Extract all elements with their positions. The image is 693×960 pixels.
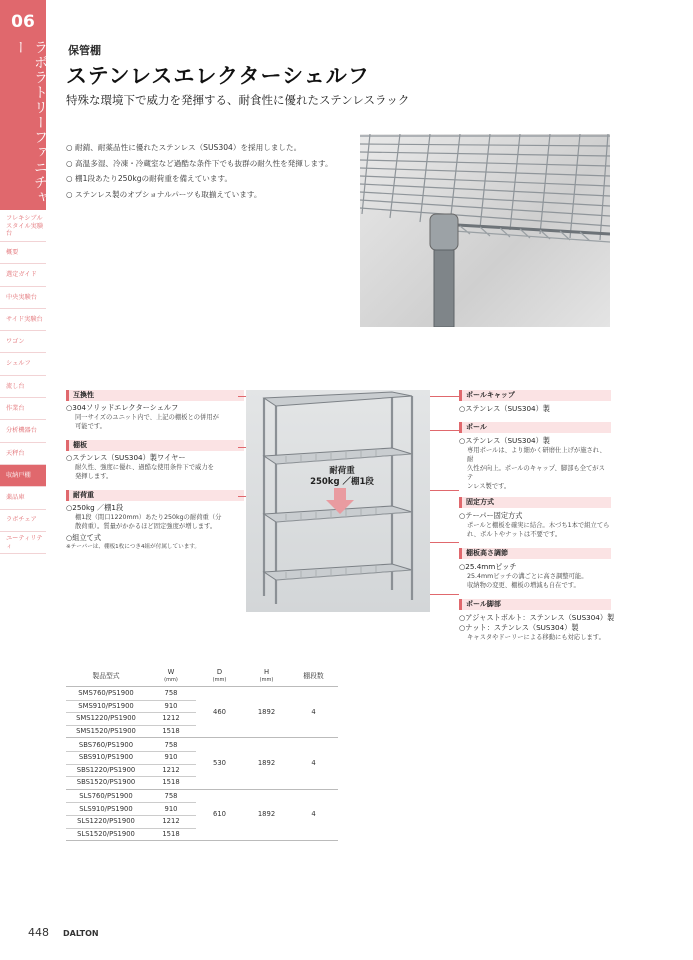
callout-line	[238, 496, 246, 497]
cell-width: 1212	[162, 714, 180, 723]
cell-model: SLS1520/PS1900	[77, 829, 135, 838]
cell-model: SLS910/PS1900	[79, 804, 133, 813]
cell-width: 910	[164, 804, 178, 813]
shelf-unit-illustration	[246, 390, 430, 612]
right-spec-column	[459, 390, 615, 642]
spec-main: ○ナット：ステンレス（SUS304）製	[459, 623, 579, 632]
callout-line	[430, 542, 459, 543]
cell-width: 758	[164, 689, 178, 698]
load-callout: 耐荷重 250kg ／棚1段	[310, 466, 374, 487]
group-shared-cells	[196, 737, 337, 788]
cell-tiers: 4	[311, 759, 316, 768]
group-shared-cells	[196, 686, 337, 737]
side-nav-item[interactable]: 天秤台	[0, 443, 46, 465]
spec-table	[66, 666, 338, 841]
column-header	[146, 668, 196, 684]
cell-model: SLS1220/PS1900	[77, 817, 135, 826]
cell-height: 1892	[257, 707, 276, 716]
spec-label-pole-cap: ポールキャップ	[459, 390, 611, 401]
spec-label-height-adjust: 棚板高さ調節	[459, 548, 611, 559]
cell-tiers: 4	[311, 810, 316, 819]
spec-main: ○25.4mmピッチ	[459, 562, 517, 571]
cell-width: 1518	[162, 829, 180, 838]
side-nav-item[interactable]: 薬品庫	[0, 487, 46, 509]
side-nav-item[interactable]: ワゴン	[0, 331, 46, 353]
chapter-number: 06	[11, 12, 35, 32]
chapter-tab	[0, 0, 46, 210]
shelf-closeup-illustration	[360, 134, 610, 327]
spec-main: ○ステンレス（SUS304）製	[459, 404, 550, 413]
spec-label-shelf: 棚板	[66, 440, 244, 451]
table-bottom-rule	[66, 840, 338, 841]
spec-sub: 25.4mmピッチの溝ごとに高さ調整可能。 収納物の変更、棚板の増減も自在です。	[467, 573, 588, 589]
cell-width: 910	[164, 753, 178, 762]
column-header	[243, 668, 290, 684]
spec-sub: ポールと棚板を確実に結合。木づち1本で組立てら れ、ボルトやナットは不要です。	[467, 522, 610, 538]
column-header-label: 棚段数	[303, 672, 324, 680]
cell-width: 758	[164, 792, 178, 801]
spec-label-load: 耐荷重	[66, 490, 244, 501]
cell-height: 1892	[257, 759, 276, 768]
column-header-unit: (mm)	[259, 677, 274, 683]
cell-depth: 530	[213, 759, 226, 768]
column-header	[196, 668, 243, 684]
spec-main: ○アジャストボルト：ステンレス（SUS304）製	[459, 613, 615, 622]
column-header	[66, 672, 146, 680]
cell-tiers: 4	[311, 707, 316, 716]
feature-item: ○ ステンレス製のオプショナルパーツも取揃えています。	[66, 189, 262, 199]
table-header	[66, 666, 338, 686]
table-group	[66, 789, 338, 840]
cell-depth: 610	[213, 810, 226, 819]
spec-sub: 同一サイズのユニット内で、上記の棚板との併用が 可能です。	[75, 414, 219, 430]
column-header-label: 製品型式	[92, 672, 120, 680]
spec-label-pole-foot: ポール脚部	[459, 599, 611, 610]
cell-model: SBS760/PS1900	[78, 740, 134, 749]
left-spec-column	[66, 390, 244, 552]
spec-sub: 棚1段（間口1220mm）あたり250kgの耐荷重（分 散荷重）。質量がかかるほど固定強度が増します。	[75, 514, 222, 530]
pole	[434, 250, 454, 327]
column-header-label: W	[167, 668, 175, 676]
page-subtitle: 特殊な環境下で威力を発揮する、耐食性に優れたステンレスラック	[66, 93, 410, 107]
cell-width: 1212	[162, 765, 180, 774]
spec-note: ※テーパーは、棚板1枚につき4組が付属しています。	[66, 544, 201, 550]
feature-item: ○ 耐錆、耐薬品性に優れたステンレス（SUS304）を採用しました。	[66, 143, 302, 152]
feature-item: ○ 棚1段あたり250kgの耐荷重を備えています。	[66, 174, 233, 184]
side-nav-item[interactable]: 概要	[0, 242, 46, 264]
side-nav-item[interactable]: 収納戸棚	[0, 465, 46, 487]
callout-line	[238, 396, 246, 397]
spec-label-compat: 互換性	[66, 390, 244, 401]
spec-label-fixing: 固定方式	[459, 497, 611, 508]
shelf-unit-photo	[246, 390, 430, 612]
cell-depth: 460	[213, 707, 226, 716]
spec-main: ○250kg ／棚1段	[66, 503, 124, 512]
side-nav-item[interactable]: ユーティリティ	[0, 532, 46, 554]
cell-model: SLS760/PS1900	[79, 792, 133, 801]
cell-width: 1518	[162, 778, 180, 787]
spec-label-pole: ポール	[459, 422, 611, 433]
column-header-label: D	[216, 668, 223, 676]
callout-line	[430, 594, 459, 595]
cell-height: 1892	[257, 810, 276, 819]
spec-main: ○組立て式	[66, 533, 102, 542]
side-nav-item[interactable]: サイド実験台	[0, 309, 46, 331]
cell-model: SMS760/PS1900	[78, 689, 134, 698]
cell-width: 910	[164, 701, 178, 710]
spec-sub: 専用ポールは、より細かく研磨仕上げが施され、耐 久性が向上。ポールのキャップ、脚部も全てがステ ンレス製です。	[467, 447, 606, 490]
cell-width: 758	[164, 740, 178, 749]
callout-line	[430, 490, 459, 491]
pole-collar	[430, 214, 458, 250]
spec-main: ○ステンレス（SUS304）製ワイヤー	[66, 453, 186, 462]
feature-item: ○ 高温多湿、冷凍・冷蔵室など過酷な条件下でも抜群の耐久性を発揮します。	[66, 158, 333, 168]
page-number: 448	[28, 926, 49, 939]
chapter-title: ラボラトリーファニチャー	[12, 40, 48, 205]
group-shared-cells	[196, 789, 337, 840]
feature-list	[66, 140, 333, 202]
brand-logo: DALTON	[63, 929, 99, 938]
side-nav-item[interactable]: 流し台	[0, 376, 46, 398]
spec-main: ○ステンレス（SUS304）製	[459, 436, 550, 445]
category-label: 保管棚	[68, 44, 101, 57]
cell-model: SMS1520/PS1900	[76, 727, 136, 736]
side-nav-item[interactable]: フレキシブル スタイル実験台	[0, 212, 46, 242]
table-group	[66, 686, 338, 737]
callout-line	[430, 396, 459, 397]
spec-sub: キャスタやドーリーによる移動にも対応します。	[467, 634, 605, 641]
cell-model: SBS1220/PS1900	[76, 765, 136, 774]
page-title: ステンレスエレクターシェルフ	[66, 64, 370, 88]
table-group	[66, 737, 338, 788]
cell-width: 1212	[162, 817, 180, 826]
side-nav-item[interactable]: 中央実験台	[0, 287, 46, 309]
shelf-closeup-photo	[360, 134, 610, 327]
column-header-unit: (mm)	[164, 677, 178, 683]
side-nav-item[interactable]: 分析機器台	[0, 420, 46, 442]
cell-model: SBS1520/PS1900	[76, 778, 136, 787]
side-nav-item[interactable]: ラボチェア	[0, 510, 46, 532]
side-nav-item[interactable]: 作業台	[0, 398, 46, 420]
cell-model: SMS910/PS1900	[78, 701, 134, 710]
column-header-unit: (mm)	[212, 677, 227, 683]
column-header-label: H	[263, 668, 270, 676]
spec-main: ○304ソリッドエレクターシェルフ	[66, 403, 179, 412]
cell-model: SBS910/PS1900	[78, 753, 134, 762]
callout-line	[430, 430, 459, 431]
side-nav-item[interactable]: 選定ガイド	[0, 264, 46, 286]
column-header	[290, 672, 337, 680]
spec-main: ○テーパー固定方式	[459, 511, 523, 520]
spec-sub: 耐久性、強度に優れ、過酷な使用条件下で威力を 発揮します。	[75, 464, 214, 480]
callout-line	[238, 447, 246, 448]
cell-model: SMS1220/PS1900	[76, 714, 136, 723]
cell-width: 1518	[162, 727, 180, 736]
side-nav-item[interactable]: シェルフ	[0, 353, 46, 375]
side-nav	[0, 212, 46, 554]
